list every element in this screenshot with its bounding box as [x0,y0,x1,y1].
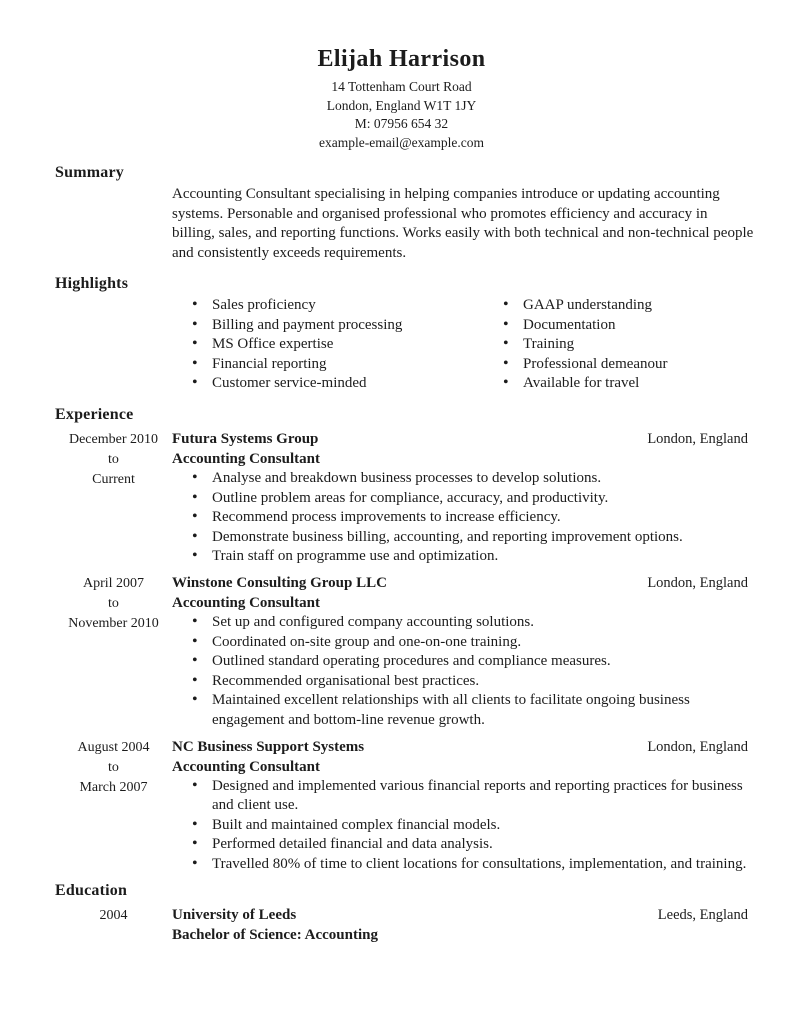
company-location: London, England [647,738,748,755]
job-dates [55,737,172,875]
highlights-column-1 [172,296,483,394]
summary-text: Accounting Consultant specialising in helping companies introduce or updating accounting systems. Personable and organised professional who promotes efficiency and accuracy in billing, sales, and reporting functions. Works easily with both technical and non-technical people and consistently exceeds requirements. [172,186,754,261]
job-bullets [172,777,748,875]
company-location: London, England [647,430,748,447]
highlights-section [55,275,748,394]
job-bullet: • Performed detailed financial and data analysis. [172,835,748,855]
education-heading: Education [55,882,128,900]
job-bullet: • Train staff on programme use and optimization. [172,547,748,567]
highlight-item: • Customer service-minded [172,374,483,394]
job-bullet: • Recommend process improvements to increase efficiency. [172,508,748,528]
highlight-item: • MS Office expertise [172,335,483,355]
highlight-item: • Documentation [483,316,748,336]
highlights-column-2 [483,296,748,394]
job-entry [55,737,748,875]
job-bullet: • Recommended organisational best practices. [172,672,748,692]
job-dates [55,573,172,731]
school-row [172,905,748,925]
address-line-2: London, England W1T 1JY [326,97,477,113]
job-bullets [172,469,748,567]
job-bullet: • Travelled 80% of time to client locations for consultations, implementation, and training. [172,855,748,875]
job-dates [55,429,172,567]
school-name: University of Leeds [172,907,297,924]
company-location: London, England [647,574,748,591]
contact-info [55,78,748,152]
job-date-separator: to [108,759,119,775]
education-body [172,905,748,945]
company-row [172,573,748,593]
highlight-item: • GAAP understanding [483,296,748,316]
address-line-1: 14 Tottenham Court Road [331,79,472,94]
company-name: NC Business Support Systems [172,738,365,755]
highlights-heading: Highlights [55,275,129,292]
phone-number: M: 07956 654 32 [354,116,449,131]
job-date-end: Current [92,471,135,487]
highlight-item: • Professional demeanour [483,355,748,375]
summary-section [55,164,754,263]
job-date-separator: to [108,595,119,611]
highlight-item: • Available for travel [483,374,748,394]
experience-heading: Experience [55,405,134,423]
job-date-start: December 2010 [68,431,159,447]
job-bullet: • Set up and configured company accounting solutions. [172,613,748,633]
school-location: Leeds, England [657,907,748,924]
job-title: Accounting Consultant [172,758,320,775]
resume-header [55,46,748,152]
job-date-end: November 2010 [68,615,159,631]
job-bullet: • Maintained excellent relationships with all clients to facilitate ongoing business engagement and bottom-line revenue growth. [172,691,748,730]
job-body [172,573,748,731]
job-title: Accounting Consultant [172,450,320,467]
summary-heading: Summary [55,164,124,181]
education-section [55,882,748,945]
education-entry [55,905,748,945]
candidate-name: Elijah Harrison [317,46,486,72]
experience-section [55,406,748,875]
highlight-item: • Training [483,335,748,355]
graduation-year: 2004 [99,908,128,924]
job-date-end: March 2007 [79,779,148,795]
company-row [172,429,748,449]
company-name: Winstone Consulting Group LLC [172,574,387,591]
degree-title: Bachelor of Science: Accounting [172,927,378,944]
highlights-body [172,296,748,394]
company-name: Futura Systems Group [172,430,319,447]
highlight-item: • Sales proficiency [172,296,483,316]
job-bullet: • Outline problem areas for compliance, accuracy, and productivity. [172,489,748,509]
job-date-start: August 2004 [77,739,150,755]
job-date-start: April 2007 [82,575,145,591]
job-title: Accounting Consultant [172,594,320,611]
job-bullet: • Outlined standard operating procedures and compliance measures. [172,652,748,672]
job-bullet: • Coordinated on-site group and one-on-one training. [172,633,748,653]
job-bullet: • Demonstrate business billing, accounting, and reporting improvement options. [172,528,748,548]
job-entry [55,573,748,731]
job-date-separator: to [108,451,119,467]
highlight-item: • Billing and payment processing [172,316,483,336]
job-bullets [172,613,748,731]
education-year [55,905,172,945]
job-body [172,429,748,567]
job-bullet: • Built and maintained complex financial models. [172,816,748,836]
email-address: example-email@example.com [319,134,484,150]
company-row [172,737,748,757]
job-body [172,737,748,875]
job-bullet: • Designed and implemented various financial reports and reporting practices for business and client use. [172,777,748,816]
job-bullet: • Analyse and breakdown business processes to develop solutions. [172,469,748,489]
highlight-item: • Financial reporting [172,355,483,375]
summary-body [172,185,754,263]
job-entry [55,429,748,567]
